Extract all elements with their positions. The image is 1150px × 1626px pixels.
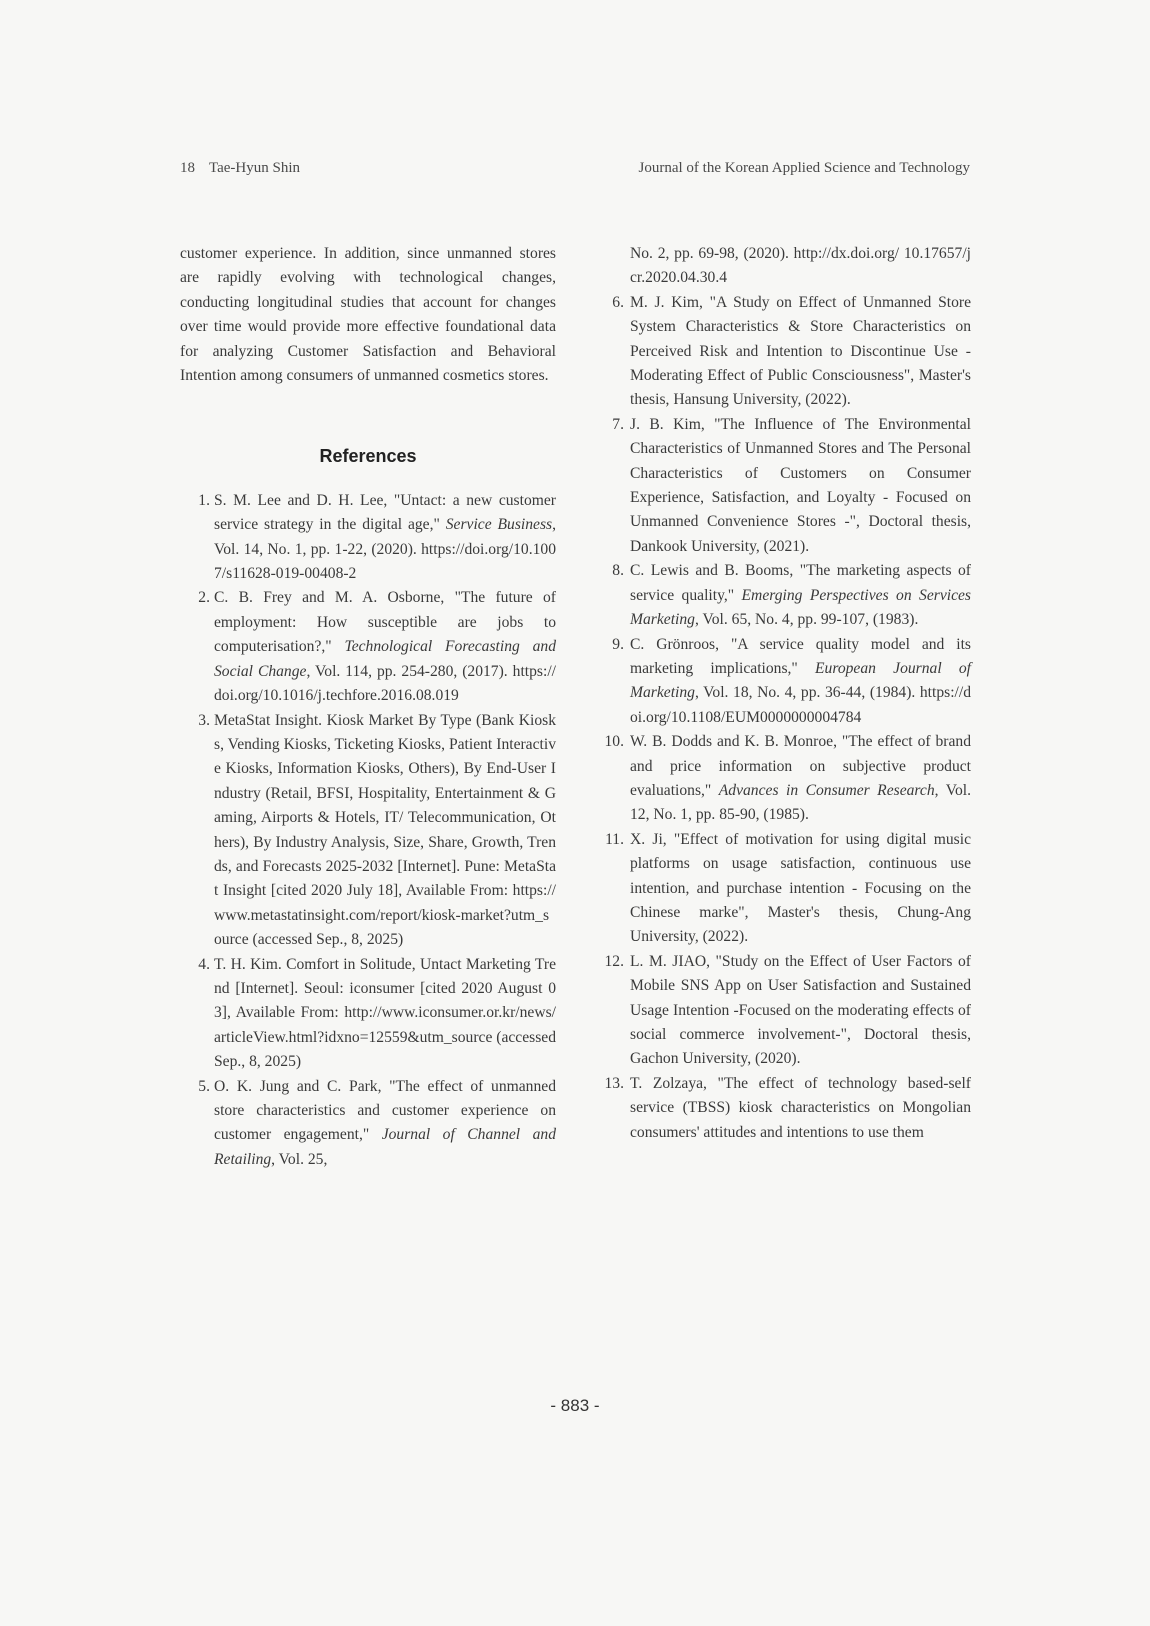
reference-details: , Vol. 25, bbox=[271, 1150, 328, 1168]
reference-text: C. Lewis and B. Booms, "The marketing aspects of service quality," bbox=[630, 562, 971, 604]
reference-item bbox=[598, 1072, 971, 1145]
reference-item bbox=[598, 950, 971, 1072]
reference-text: O. K. Jung and C. Park, "The effect of unmanned store characteristics and customer experience on customer engagement," bbox=[214, 1077, 556, 1144]
left-column bbox=[180, 242, 556, 1172]
reference-number: 12. bbox=[604, 952, 624, 970]
reference-text: T. Zolzaya, "The effect of technology based-self service (TBSS) kiosk characteristics on Mongolian consumers' attitudes and intentions to use them bbox=[630, 1074, 971, 1141]
reference-number: 8. bbox=[612, 562, 624, 580]
reference-details: , Vol. 114, pp. 254-280, (2017). https://doi.org/10.1016/j.techfore.2016.08.019 bbox=[214, 662, 556, 705]
reference-item bbox=[180, 586, 556, 708]
reference-text: X. Ji, "Effect of motivation for using digital music platforms on usage satisfaction, continuous use intention, and purchase intention - Focusing on the Chinese marke", Master's thesis, Chung-Ang University, (2022). bbox=[630, 830, 971, 946]
reference-source: Journal of Channel and Retailing bbox=[214, 1126, 556, 1168]
reference-number: 4. bbox=[198, 955, 210, 973]
reference-number: 3. bbox=[198, 711, 210, 729]
reference-source: Advances in Consumer Research bbox=[718, 781, 935, 799]
reference-item bbox=[180, 489, 556, 587]
reference-text: S. M. Lee and D. H. Lee, "Untact: a new customer service strategy in the digital age," bbox=[214, 491, 556, 534]
header-page-number: 18 bbox=[180, 160, 195, 176]
reference-number: 10. bbox=[604, 733, 624, 751]
reference-text: M. J. Kim, "A Study on Effect of Unmanned Store System Characteristics & Store Characteristics on Perceived Risk and Intention to Discontinue Use -Moderating Effect of Public Consciousness", Master's thesis, Hansung University, (2022). bbox=[630, 293, 971, 409]
reference-source: Service Business bbox=[445, 516, 553, 534]
reference-details: , Vol. 12, No. 1, pp. 85-90, (1985). bbox=[630, 781, 971, 824]
header-author: Tae-Hyun Shin bbox=[209, 160, 301, 176]
reference-text: L. M. JIAO, "Study on the Effect of User Factors of Mobile SNS App on User Satisfaction and Sustained Usage Intention -Focused on the moderating effects of social commerce involvement-", Doctoral thesis, Gachon University, (2020). bbox=[630, 952, 971, 1068]
reference-number: 6. bbox=[612, 293, 624, 311]
reference-list-right bbox=[598, 291, 971, 1145]
reference-details: , Vol. 18, No. 4, pp. 36-44, (1984). https://doi.org/10.1108/EUM0000000004784 bbox=[630, 684, 971, 726]
header-journal-title: Journal of the Korean Applied Science and Technology bbox=[638, 160, 970, 176]
reference-item bbox=[180, 1075, 556, 1173]
reference-item bbox=[180, 709, 556, 953]
reference-source: European Journal of Marketing bbox=[630, 659, 972, 702]
reference-text: C. B. Frey and M. A. Osborne, "The future of employment: How susceptible are jobs to computerisation?," bbox=[214, 589, 556, 656]
reference-item bbox=[180, 953, 556, 1075]
reference-number: 7. bbox=[612, 415, 624, 433]
right-column bbox=[598, 242, 971, 1145]
reference-text: J. B. Kim, "The Influence of The Environmental Characteristics of Unmanned Stores and The Personal Characteristics of Customers on Consumer Experience, Satisfaction, and Loyalty - Focused on Unmanned Convenience Stores -", Doctoral thesis, Dankook University, (2021). bbox=[630, 415, 971, 555]
reference-source: Emerging Perspectives on Services Marketing bbox=[630, 586, 972, 629]
reference-item bbox=[598, 730, 971, 828]
reference-text: W. B. Dodds and K. B. Monroe, "The effect of brand and price information on subjective product evaluations," bbox=[630, 733, 971, 799]
reference-details: , Vol. 65, No. 4, pp. 99-107, (1983). bbox=[694, 611, 919, 629]
reference-continuation: No. 2, pp. 69-98, (2020). http://dx.doi.org/ 10.17657/jcr.2020.04.30.4 bbox=[630, 245, 971, 287]
reference-number: 13. bbox=[604, 1074, 624, 1092]
reference-text: C. Grönroos, "A service quality model and its marketing implications," bbox=[630, 635, 971, 677]
reference-item bbox=[598, 828, 971, 950]
references-heading: References bbox=[319, 446, 417, 467]
header-left bbox=[180, 160, 300, 177]
reference-details: , Vol. 14, No. 1, pp. 1-22, (2020). https://doi.org/10.1007/s11628-019-00408-2 bbox=[214, 516, 556, 583]
reference-item bbox=[598, 413, 971, 559]
reference-text: T. H. Kim. Comfort in Solitude, Untact Marketing Trend [Internet]. Seoul: iconsumer [cited 2020 August 03], Available From: http://www.iconsumer.or.kr/news/articleView.html?idxno=12559&utm_source (accessed Sep., 8, 2025) bbox=[214, 955, 557, 1071]
reference-list-left bbox=[180, 489, 556, 1172]
reference-number: 1. bbox=[198, 491, 210, 509]
body-paragraph: customer experience. In addition, since unmanned stores are rapidly evolving with technological changes, conducting longitudinal studies that account for changes over time would provide more effective foundational data for analyzing Customer Satisfaction and Behavioral Intention among consumers of unmanned cosmetics stores. bbox=[180, 245, 556, 385]
reference-number: 2. bbox=[198, 589, 210, 607]
reference-text: MetaStat Insight. Kiosk Market By Type (Bank Kiosks, Vending Kiosks, Ticketing Kiosks, Patient Interactive Kiosks, Information Kiosks, Others), By End-User Industry (Retail, BFSI, Hospitality, Entertainment & Gaming, Airports & Hotels, IT/ Telecommunication, Others), By Industry Analysis, Size, Share, Growth, Trends, and Forecasts 2025-2032 [Internet]. Pune: MetaStat Insight [cited 2020 July 18], Available From: https://www.metastatinsight.com/report/kiosk-market?utm_source (accessed Sep., 8, 2025) bbox=[214, 711, 556, 949]
reference-item bbox=[598, 559, 971, 632]
page-footer-number: - 883 - bbox=[550, 1396, 600, 1415]
reference-number: 5. bbox=[198, 1077, 210, 1095]
reference-item bbox=[598, 291, 971, 413]
reference-number: 11. bbox=[605, 830, 624, 848]
reference-item bbox=[598, 633, 971, 731]
reference-number: 9. bbox=[612, 635, 624, 653]
reference-source: Technological Forecasting and Social Change bbox=[214, 638, 556, 680]
